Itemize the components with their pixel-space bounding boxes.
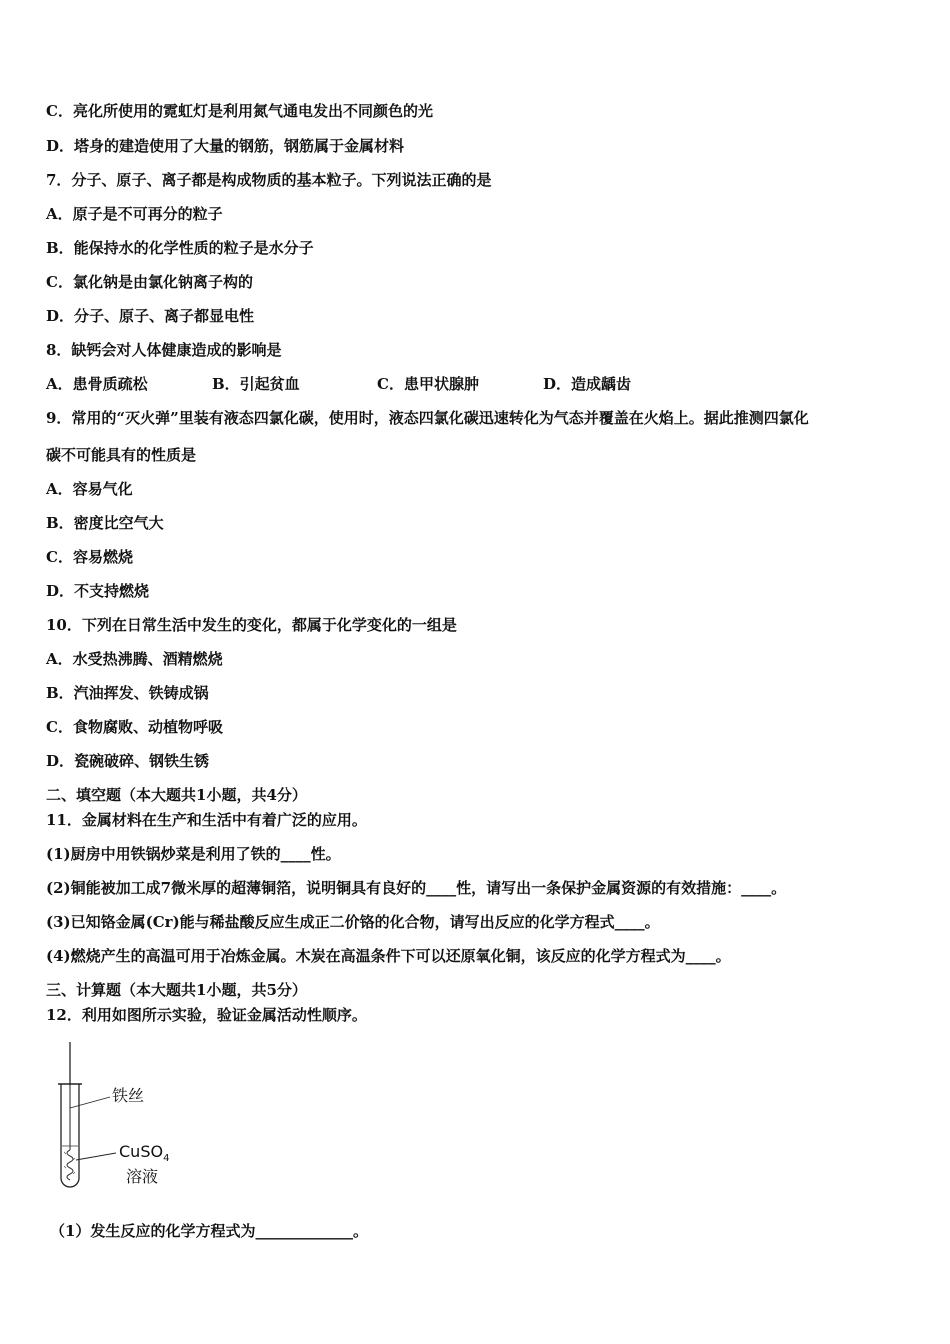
q6-option-d: D．塔身的建造使用了大量的钢筋，钢筋属于金属材料 xyxy=(46,137,405,155)
q9-option-d: D．不支持燃烧 xyxy=(46,582,150,600)
q9-option-c: C．容易燃烧 xyxy=(46,548,133,566)
q10-option-b: B．汽油挥发、铁铸成锅 xyxy=(46,684,209,702)
cuso4-subscript: 4 xyxy=(163,1153,170,1165)
section-calculation-heading: 三、计算题（本大题共1小题，共5分） xyxy=(46,981,307,999)
q11-part-1: (1)厨房中用铁锅炒菜是利用了铁的____性。 xyxy=(46,845,341,863)
q8-option-c: C．患甲状腺肿 xyxy=(377,375,479,393)
q9-option-b: B．密度比空气大 xyxy=(46,514,164,532)
q7-stem: 7．分子、原子、离子都是构成物质的基本粒子。下列说法正确的是 xyxy=(46,171,492,189)
q8-option-a: A．患骨质疏松 xyxy=(46,375,148,393)
q9-option-a: A．容易气化 xyxy=(46,480,133,498)
solution-label: 溶液 xyxy=(126,1167,159,1186)
q8-option-b: B．引起贫血 xyxy=(212,375,300,393)
q9-stem-line2: 碳不可能具有的性质是 xyxy=(46,446,197,464)
q7-option-c: C．氯化钠是由氯化钠离子构的 xyxy=(46,273,253,291)
test-tube-diagram xyxy=(40,1040,200,1200)
q9-stem-line1: 9．常用的“灭火弹”里装有液态四氯化碳，使用时，液态四氯化碳迅速转化为气态并覆盖在火焰上。据此推测四氯化 xyxy=(46,409,809,427)
q12-part-1: （1）发生反应的化学方程式为_____________。 xyxy=(50,1222,368,1240)
q7-option-a: A．原子是不可再分的粒子 xyxy=(46,205,223,223)
q10-option-c: C．食物腐败、动植物呼吸 xyxy=(46,718,223,736)
q11-stem: 11．金属材料在生产和生活中有着广泛的应用。 xyxy=(46,811,367,829)
section-fill-in-heading: 二、填空题（本大题共1小题，共4分） xyxy=(46,786,307,804)
q7-option-d: D．分子、原子、离子都显电性 xyxy=(46,307,255,325)
q10-stem: 10．下列在日常生活中发生的变化，都属于化学变化的一组是 xyxy=(46,616,457,634)
q12-stem: 12．利用如图所示实验，验证金属活动性顺序。 xyxy=(46,1006,367,1024)
q6-option-c: C．亮化所使用的霓虹灯是利用氮气通电发出不同颜色的光 xyxy=(46,102,433,120)
q7-option-b: B．能保持水的化学性质的粒子是水分子 xyxy=(46,239,314,257)
q11-part-3: (3)已知铬金属(Cr)能与稀盐酸反应生成正二价铬的化合物，请写出反应的化学方程式____。 xyxy=(46,913,660,931)
iron-wire-label: 铁丝 xyxy=(112,1086,145,1105)
cuso4-label xyxy=(119,1142,169,1164)
test-tube-figure xyxy=(40,1040,200,1200)
q8-option-d: D．造成龋齿 xyxy=(543,375,632,393)
q11-part-4: (4)燃烧产生的高温可用于冶炼金属。木炭在高温条件下可以还原氧化铜，该反应的化学方程式为____。 xyxy=(46,947,731,965)
q8-stem: 8．缺钙会对人体健康造成的影响是 xyxy=(46,341,282,359)
q10-option-a: A．水受热沸腾、酒精燃烧 xyxy=(46,650,223,668)
q11-part-2: (2)铜能被加工成7微米厚的超薄铜箔，说明铜具有良好的____性，请写出一条保护金属资源的有效措施：____。 xyxy=(46,879,787,897)
cuso4-formula: CuSO xyxy=(119,1142,164,1161)
q10-option-d: D．瓷碗破碎、钢铁生锈 xyxy=(46,752,210,770)
